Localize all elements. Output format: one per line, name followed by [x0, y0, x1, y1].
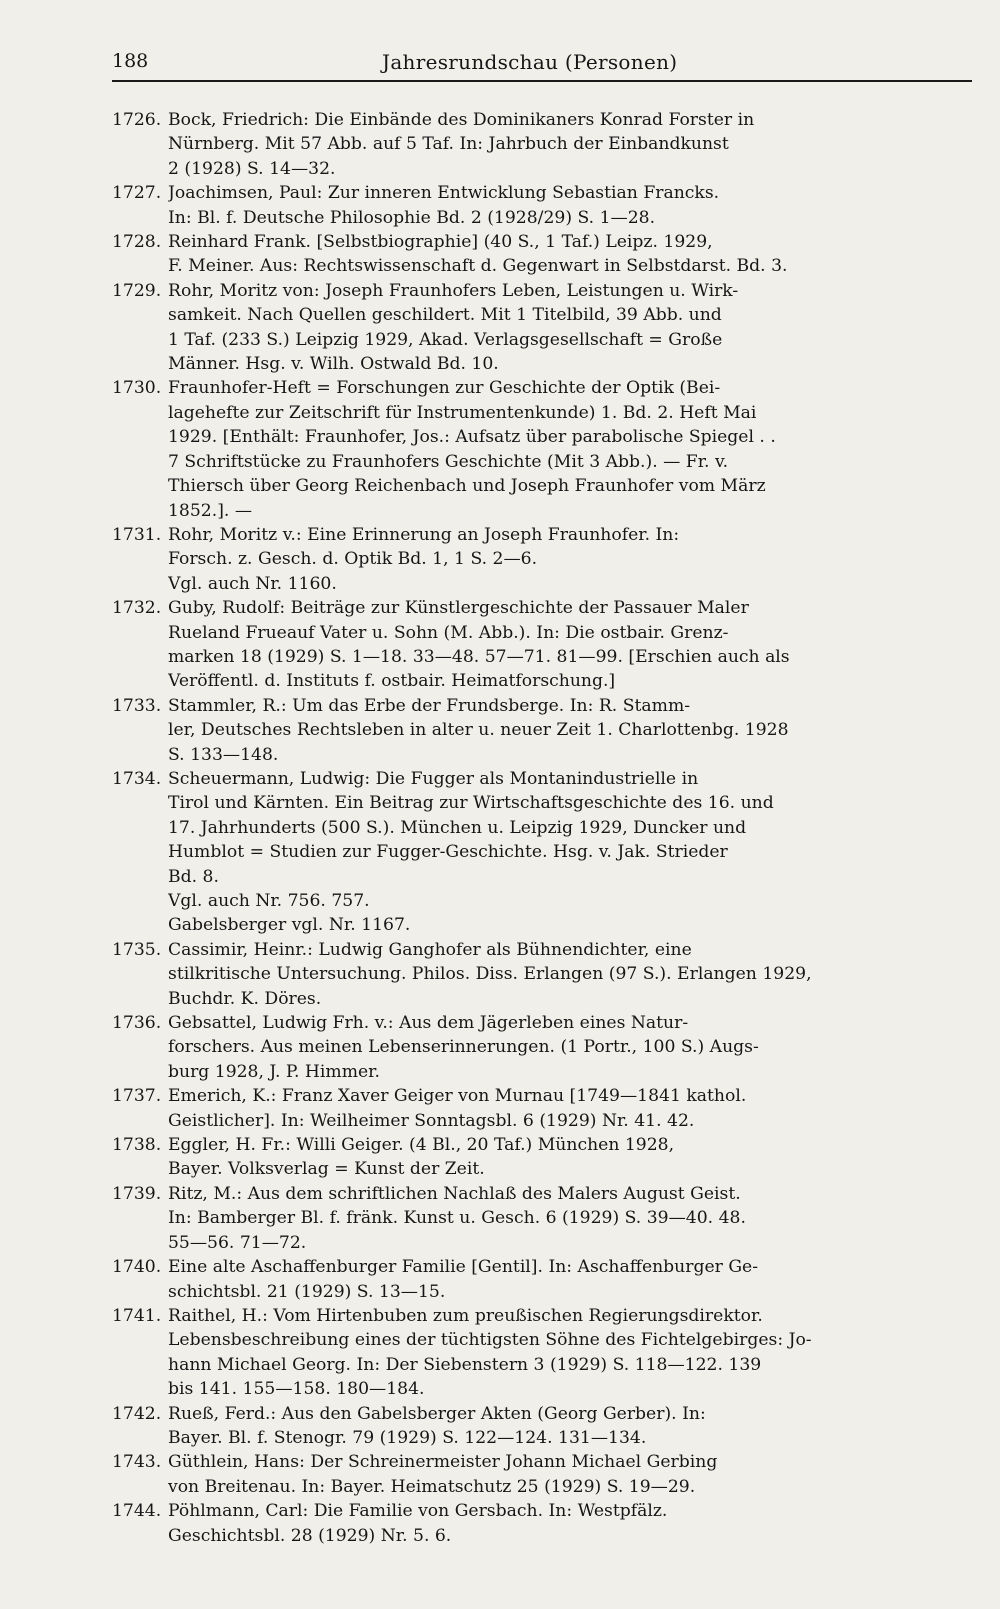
entry-text-line: Männer. Hsg. v. Wilh. Ostwald Bd. 10. [168, 354, 499, 375]
entry-text-line: schichtsbl. 21 (1929) S. 13—15. [168, 1281, 446, 1302]
entry-text-line: Ritz, M.: Aus dem schriftlichen Nachlaß des Malers August Geist. [168, 1183, 741, 1204]
entry-number: 1730. [112, 378, 162, 399]
entry-number: 1743. [112, 1452, 162, 1473]
entry-text-line: marken 18 (1929) S. 1—18. 33—48. 57—71. 81—99. [Erschien auch als [168, 646, 790, 667]
bibliography-entry [112, 1499, 972, 1548]
entry-text-line: In: Bl. f. Deutsche Philosophie Bd. 2 (1928/29) S. 1—28. [168, 207, 656, 228]
bibliography-entry [112, 767, 972, 938]
entry-text-line: Buchdr. K. Döres. [168, 988, 322, 1009]
entry-text-line: Fraunhofer-Heft = Forschungen zur Geschichte der Optik (Bei- [168, 378, 721, 399]
bibliography-entry [112, 694, 972, 767]
entry-text-line: Bock, Friedrich: Die Einbände des Dominikaners Konrad Forster in [168, 110, 755, 130]
entry-text-line: burg 1928, J. P. Himmer. [168, 1061, 380, 1082]
entry-number: 1733. [112, 695, 162, 716]
entry-text-line: Tirol und Kärnten. Ein Beitrag zur Wirtschaftsgeschichte des 16. und [168, 793, 774, 814]
bibliography-entry [112, 230, 972, 279]
entry-number: 1736. [112, 1013, 162, 1034]
bibliography-entry [112, 1084, 972, 1133]
bibliography-entry [112, 376, 972, 522]
entry-text-line: Rohr, Moritz v.: Eine Erinnerung an Joseph Fraunhofer. In: [168, 524, 680, 545]
entry-number: 1742. [112, 1403, 162, 1424]
entry-number: 1728. [112, 232, 162, 253]
bibliography-entry [112, 1011, 972, 1084]
entry-text-line: F. Meiner. Aus: Rechtswissenschaft d. Gegenwart in Selbstdarst. Bd. 3. [168, 256, 788, 277]
entry-text-line: Forsch. z. Gesch. d. Optik Bd. 1, 1 S. 2—6. [168, 549, 538, 570]
entry-text-line: Vgl. auch Nr. 1160. [168, 573, 337, 594]
entry-text-line: samkeit. Nach Quellen geschildert. Mit 1 Titelbild, 39 Abb. und [168, 305, 722, 326]
bibliography-entry [112, 108, 972, 181]
entry-text-line: Emerich, K.: Franz Xaver Geiger von Murnau [1749—1841 kathol. [168, 1086, 747, 1107]
entry-text-line: 2 (1928) S. 14—32. [168, 158, 336, 179]
entry-text-line: Bd. 8. [168, 866, 219, 887]
entry-text-line: Joachimsen, Paul: Zur inneren Entwicklung Sebastian Francks. [168, 183, 720, 204]
entry-number: 1738. [112, 1135, 162, 1156]
entry-text-line: Stammler, R.: Um das Erbe der Frundsberge. In: R. Stamm- [168, 695, 691, 716]
entry-text-line: Geschichtsbl. 28 (1929) Nr. 5. 6. [168, 1525, 452, 1546]
entry-text-line: Eggler, H. Fr.: Willi Geiger. (4 Bl., 20 Taf.) München 1928, [168, 1135, 675, 1156]
entry-text-line: Raithel, H.: Vom Hirtenbuben zum preußischen Regierungsdirektor. [168, 1305, 763, 1326]
bibliography-entry [112, 1182, 972, 1255]
running-title: Jahresrundschau (Personen) [382, 50, 678, 74]
entry-text-line: Eine alte Aschaffenburger Familie [Gentil]. In: Aschaffenburger Ge- [168, 1257, 759, 1278]
entry-text-line: hann Michael Georg. In: Der Siebenstern 3 (1929) S. 118—122. 139 [168, 1354, 762, 1375]
bibliography-entry [112, 279, 972, 377]
bibliography-entry [112, 1255, 972, 1304]
entry-text-line: Nürnberg. Mit 57 Abb. auf 5 Taf. In: Jahrbuch der Einbandkunst [168, 134, 729, 155]
entry-text-line: Vgl. auch Nr. 756. 757. [168, 891, 370, 911]
entry-number: 1731. [112, 524, 162, 545]
entry-number: 1734. [112, 768, 162, 789]
entry-text-line: Veröffentl. d. Instituts f. ostbair. Heimatforschung.] [168, 671, 616, 692]
entry-text-line: Rueß, Ferd.: Aus den Gabelsberger Akten (Georg Gerber). In: [168, 1403, 706, 1424]
entry-number: 1737. [112, 1086, 162, 1107]
entry-text-line: Guby, Rudolf: Beiträge zur Künstlergeschichte der Passauer Maler [168, 598, 749, 619]
bibliography-entry [112, 181, 972, 230]
entry-number: 1741. [112, 1305, 162, 1326]
entry-text-line: Scheuermann, Ludwig: Die Fugger als Montanindustrielle in [168, 768, 699, 789]
entry-text-line: stilkritische Untersuchung. Philos. Diss. Erlangen (97 S.). Erlangen 1929, [168, 964, 812, 985]
entry-text-line: 1929. [Enthält: Fraunhofer, Jos.: Aufsatz über parabolische Spiegel . . [168, 427, 776, 448]
entry-text-line: In: Bamberger Bl. f. fränk. Kunst u. Gesch. 6 (1929) S. 39—40. 48. [168, 1208, 746, 1229]
entry-text-line: lagehefte zur Zeitschrift für Instrumentenkunde) 1. Bd. 2. Heft Mai [168, 402, 757, 423]
entry-text-line: Cassimir, Heinr.: Ludwig Ganghofer als Bühnendichter, eine [168, 939, 692, 960]
entry-text-line: S. 133—148. [168, 744, 279, 765]
bibliography-entry [112, 1450, 972, 1499]
bibliography-entry [112, 938, 972, 1011]
page-number: 188 [112, 50, 149, 72]
entry-text-line: 17. Jahrhunderts (500 S.). München u. Leipzig 1929, Duncker und [168, 817, 747, 838]
entry-number: 1726. [112, 110, 162, 130]
bibliography-entry [112, 1133, 972, 1182]
entry-text-line: Bayer. Bl. f. Stenogr. 79 (1929) S. 122—124. 131—134. [168, 1427, 647, 1448]
entry-text-line: von Breitenau. In: Bayer. Heimatschutz 25 (1929) S. 19—29. [168, 1476, 696, 1497]
bibliography-entry [112, 1304, 972, 1402]
entry-text-line: Rueland Frueauf Vater u. Sohn (M. Abb.). In: Die ostbair. Grenz- [168, 622, 729, 643]
entry-number: 1735. [112, 939, 162, 960]
entry-text-line: Pöhlmann, Carl: Die Familie von Gersbach. In: Westpfälz. [168, 1501, 668, 1522]
entry-text-line: 1852.]. — [168, 500, 253, 521]
entry-number: 1744. [112, 1501, 162, 1522]
entry-number: 1740. [112, 1257, 162, 1278]
entry-text-line: Humblot = Studien zur Fugger-Geschichte. Hsg. v. Jak. Strieder [168, 842, 728, 863]
entry-number: 1739. [112, 1183, 162, 1204]
entry-number: 1729. [112, 280, 162, 301]
entry-text-line: Thiersch über Georg Reichenbach und Joseph Fraunhofer vom März [168, 476, 766, 497]
entry-text-line: bis 141. 155—158. 180—184. [168, 1379, 425, 1400]
entry-text-line: Gabelsberger vgl. Nr. 1167. [168, 915, 411, 936]
entry-text-line: 7 Schriftstücke zu Fraunhofers Geschichte (Mit 3 Abb.). — Fr. v. [168, 451, 729, 472]
entry-text-line: forschers. Aus meinen Lebenserinnerungen. (1 Portr., 100 S.) Augs- [168, 1037, 759, 1058]
entry-text-line: Lebensbeschreibung eines der tüchtigsten Söhne des Fichtelgebirges: Jo- [168, 1330, 812, 1351]
entry-text-line: Rohr, Moritz von: Joseph Fraunhofers Leben, Leistungen u. Wirk- [168, 280, 739, 301]
entry-text-line: Güthlein, Hans: Der Schreinermeister Johann Michael Gerbing [168, 1452, 718, 1473]
entry-text-line: 55—56. 71—72. [168, 1232, 307, 1253]
bibliography-entry [112, 523, 972, 596]
bibliography-entry [112, 596, 972, 694]
entry-text-line: ler, Deutsches Rechtsleben in alter u. neuer Zeit 1. Charlottenbg. 1928 [168, 720, 789, 741]
bibliography-list [112, 108, 972, 1548]
entry-text-line: Bayer. Volksverlag = Kunst der Zeit. [168, 1159, 485, 1180]
bibliography-entry [112, 1402, 972, 1451]
entry-text-line: Gebsattel, Ludwig Frh. v.: Aus dem Jägerleben eines Natur- [168, 1013, 689, 1034]
entry-text-line: Reinhard Frank. [Selbstbiographie] (40 S., 1 Taf.) Leipz. 1929, [168, 232, 713, 253]
entry-number: 1732. [112, 598, 162, 619]
entry-number: 1727. [112, 183, 162, 204]
running-header [112, 44, 972, 82]
entry-text-line: Geistlicher]. In: Weilheimer Sonntagsbl. 6 (1929) Nr. 41. 42. [168, 1110, 695, 1131]
entry-text-line: 1 Taf. (233 S.) Leipzig 1929, Akad. Verlagsgesellschaft = Große [168, 329, 723, 350]
